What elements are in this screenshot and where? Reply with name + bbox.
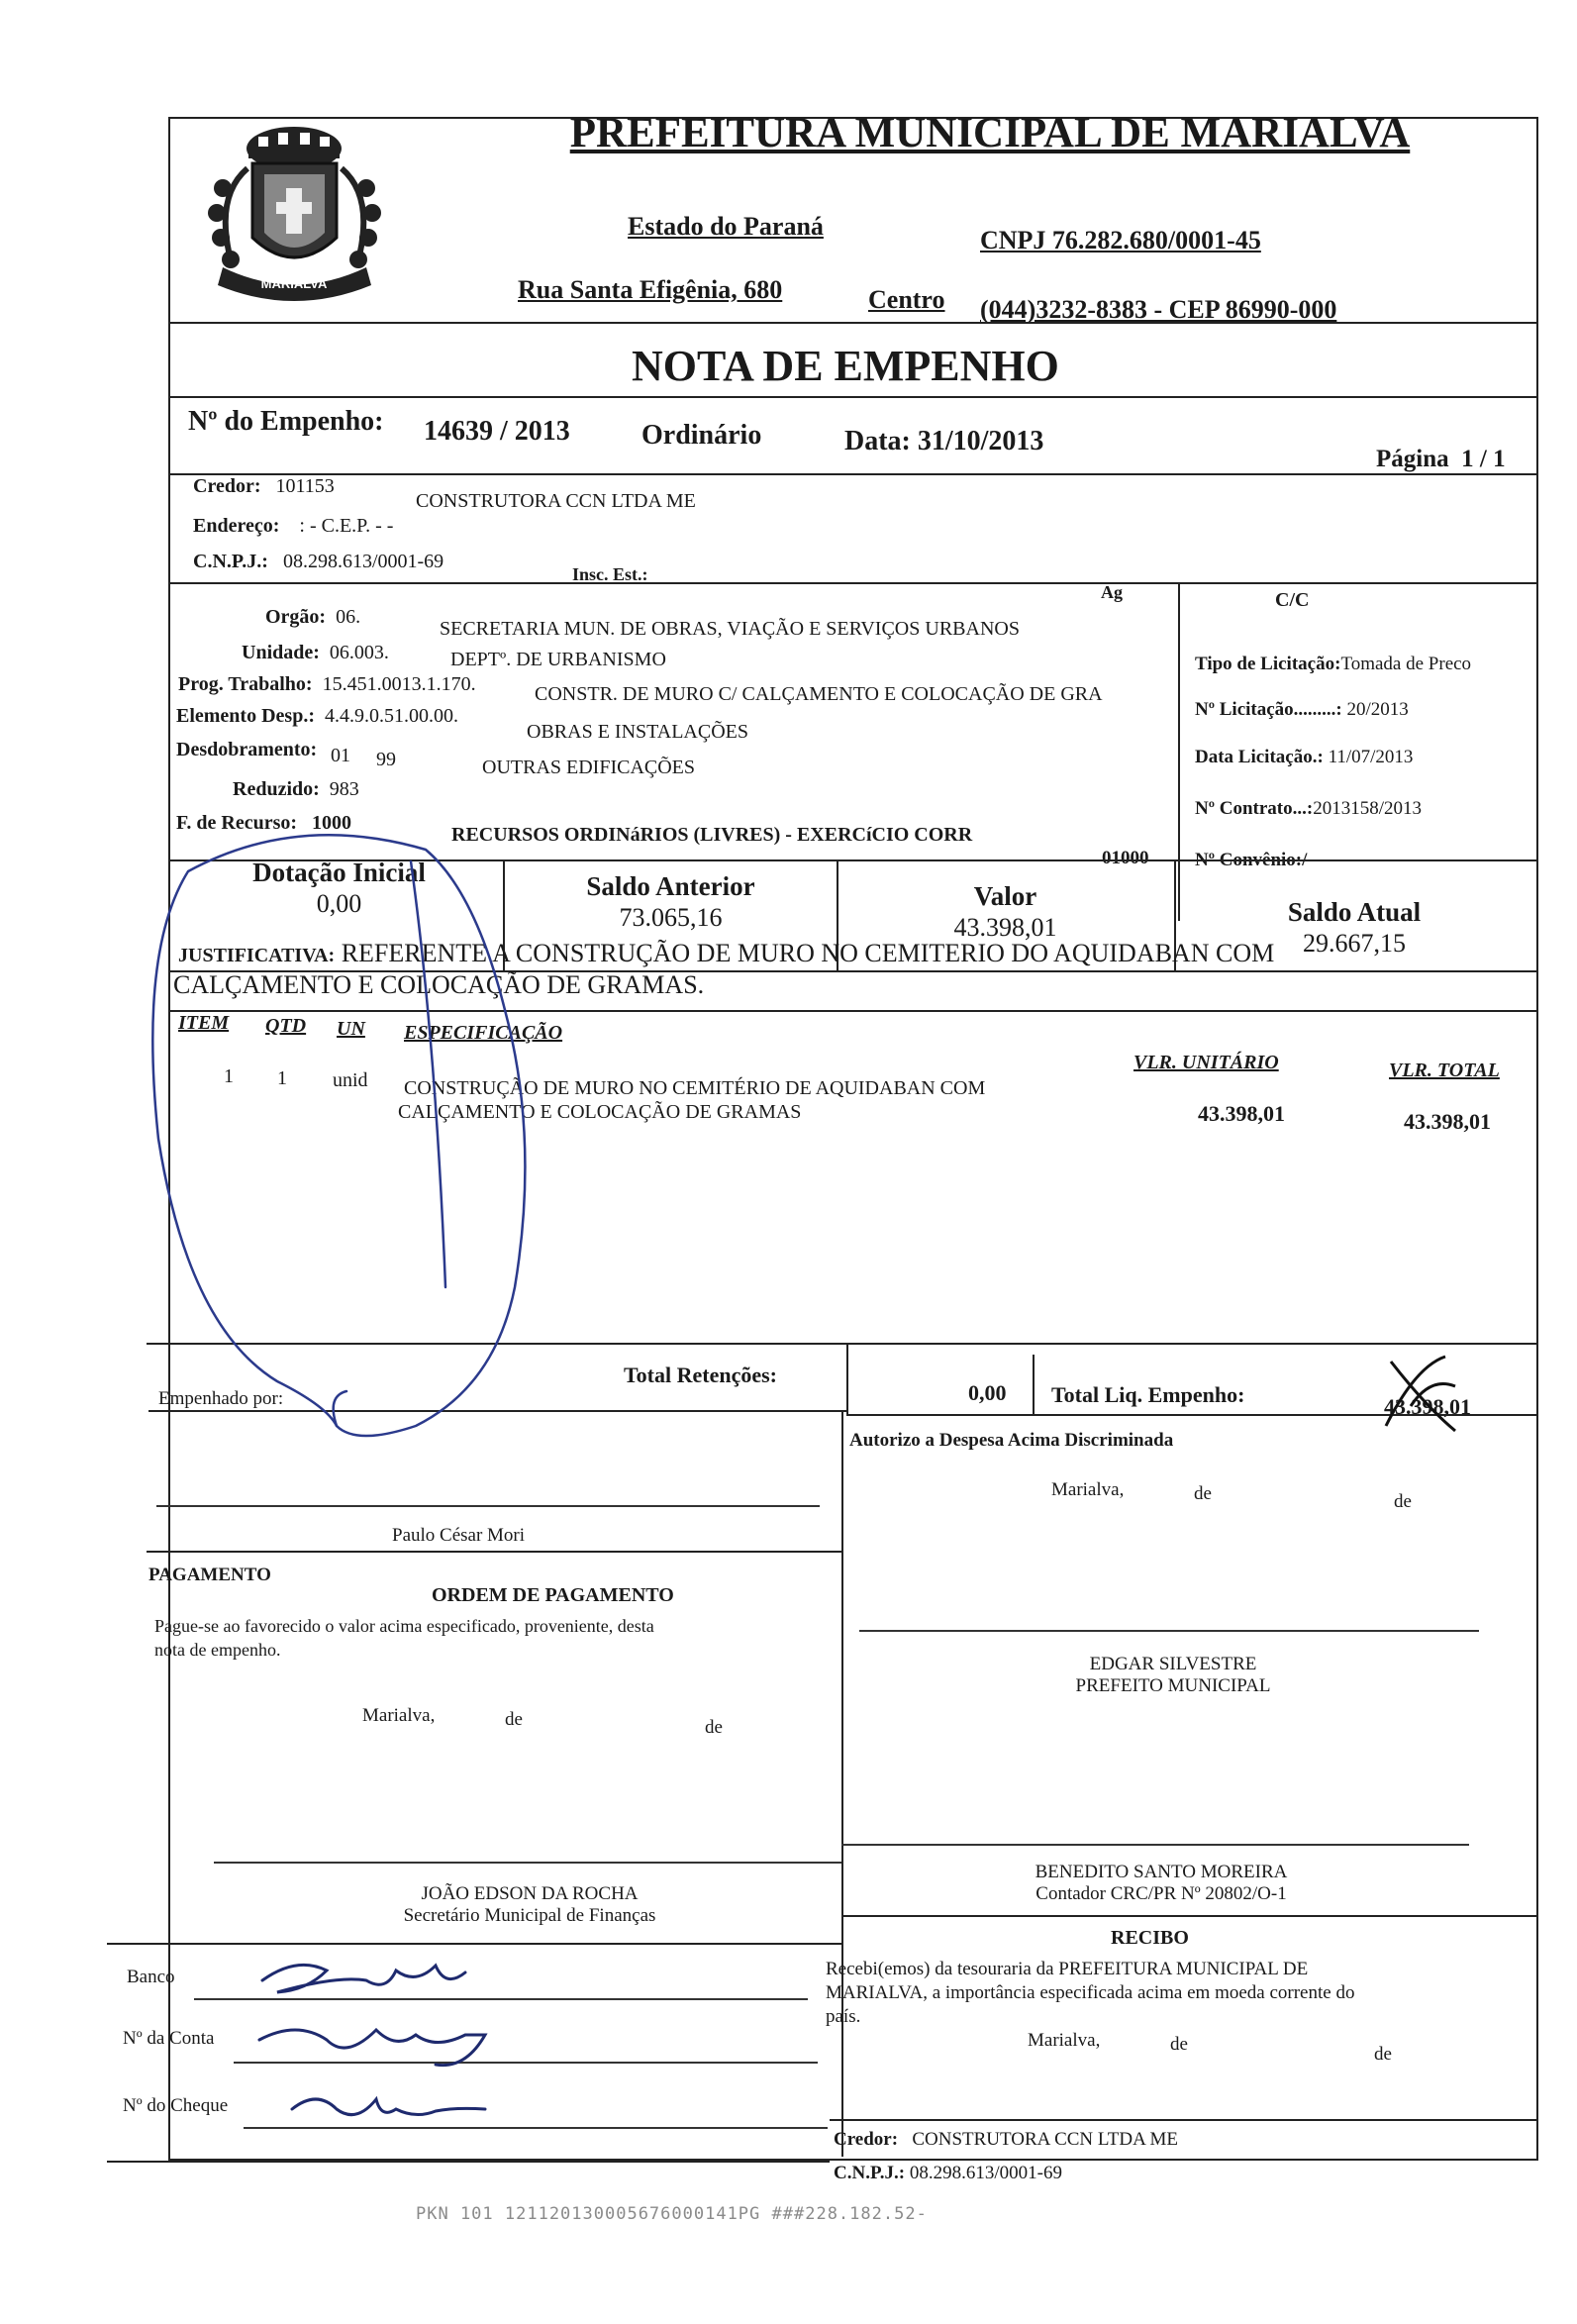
unidade-code: 06.003. [329,642,389,663]
banco-label: Banco [127,1967,175,1987]
credor-cnpj: 08.298.613/0001-69 [282,551,444,572]
recibo-cnpj: 08.298.613/0001-69 [909,2163,1062,2183]
page-label: Página [1376,446,1449,472]
dotacao-label: Dotação Inicial [252,858,426,887]
contador-name: BENEDITO SANTO MOREIRA [1035,1862,1288,1882]
cheque-signature [292,2099,485,2115]
desdobramento-sub: 99 [376,749,396,770]
saldo-anterior-label: Saldo Anterior [586,871,755,901]
saldo-anterior-value: 73.065,16 [619,903,723,932]
col-item: ITEM [178,1012,230,1034]
prog-label: Prog. Trabalho: [178,673,313,695]
dotacao-value: 0,00 [316,889,362,918]
saldo-atual-value: 29.667,15 [1303,929,1406,958]
conta-signature [259,2030,485,2066]
recurso-number: 01000 [1102,848,1149,868]
credor-name: CONSTRUTORA CCN LTDA ME [416,490,696,512]
item-unit-value: 43.398,01 [1198,1101,1285,1126]
tipo-licitacao-label: Tipo de Licitação: [1195,654,1341,674]
convenio-label: Nº Convênio:/ [1195,850,1308,870]
document-title: NOTA DE EMPENHO [632,342,1059,390]
unidade-label: Unidade: [242,642,320,663]
valor-label: Valor [973,881,1037,911]
cheque-label: Nº do Cheque [123,2095,229,2116]
item-number: 1 [224,1065,234,1087]
insc-est-label: Insc. Est.: [572,564,648,584]
prog-name: CONSTR. DE MURO C/ CALÇAMENTO E COLOCAÇÃO DE GRA [535,683,1103,705]
svg-text:MARIALVA: MARIALVA [260,276,328,291]
reduzido-value: 983 [329,778,359,800]
num-licitacao-label: Nº Licitação.........: [1195,699,1342,720]
page-number: 1 / 1 [1461,446,1506,472]
autorizo-text: Autorizo a Despesa Acima Discriminada [849,1430,1174,1451]
autorizo-city: Marialva, [1051,1479,1125,1500]
prefeitura-phone-cep: (044)3232-8383 - CEP 86990-000 [980,295,1337,324]
credor-label: Credor: [193,475,261,497]
prefeitura-district: Centro [868,285,945,314]
elemento-label: Elemento Desp.: [176,705,315,727]
desdobramento-name: OUTRAS EDIFICAÇÕES [482,757,696,778]
prefeito-title: PREFEITO MUNICIPAL [1075,1675,1271,1696]
recibo-de-1: de [1170,2034,1188,2055]
pague-city: Marialva, [362,1705,436,1726]
contador-title: Contador CRC/PR Nº 20802/O-1 [1035,1883,1287,1904]
col-spec: ESPECIFICAÇÃO [404,1022,563,1044]
empenho-number-label: Nº do Empenho: [188,406,384,437]
pague-line2: nota de empenho. [154,1640,281,1660]
item-spec-line1: CONSTRUÇÃO DE MURO NO CEMITÉRIO DE AQUIDABAN COM [404,1077,986,1099]
justificativa-label: JUSTIFICATIVA: [178,945,336,966]
valor-value: 43.398,01 [953,913,1057,942]
check-mark [411,861,445,1287]
elemento-name: OBRAS E INSTALAÇÕES [527,721,748,743]
recibo-line2: MARIALVA, a importância especificada acima em moeda corrente do [826,1982,1355,2003]
credor-cnpj-label: C.N.P.J.: [193,551,268,572]
recurso-name: RECURSOS ORDINáRIOS (LIVRES) - EXERCíCIO CORR [451,824,973,846]
data-licitacao: 11/07/2013 [1328,747,1414,767]
col-unit-value: VLR. UNITÁRIO [1133,1052,1279,1073]
autorizo-de-2: de [1394,1491,1412,1512]
prefeito-name: EDGAR SILVESTRE [1089,1654,1257,1674]
state-name: Estado do Paraná [628,212,824,241]
col-un: UN [337,1018,365,1040]
pagamento-label: PAGAMENTO [148,1565,271,1585]
col-total: VLR. TOTAL [1389,1060,1500,1081]
pague-de-2: de [705,1717,723,1738]
conta-label: Nº da Conta [123,2028,215,2049]
pague-de-1: de [505,1709,523,1730]
prefeitura-title: PREFEITURA MUNICIPAL DE MARIALVA [569,110,1411,156]
item-un: unid [333,1069,368,1091]
recibo-de-2: de [1374,2044,1392,2065]
recibo-credor-label: Credor: [834,2129,899,2150]
reduzido-label: Reduzido: [233,778,320,800]
empenho-type: Ordinário [641,420,762,451]
recurso-code: 1000 [312,812,352,834]
prog-code: 15.451.0013.1.170. [322,673,476,695]
retencoes-label: Total Retenções: [624,1363,777,1387]
recurso-label: F. de Recurso: [176,812,298,834]
data-licitacao-label: Data Licitação.: [1195,747,1324,767]
ordem-pagamento-label: ORDEM DE PAGAMENTO [432,1584,674,1606]
credor-address: : - C.E.P. - - [299,515,394,537]
item-total: 43.398,01 [1404,1109,1491,1134]
secretario-title: Secretário Municipal de Finanças [403,1905,656,1926]
liquido-value: 43.398,01 [1384,1394,1471,1419]
autorizo-de-1: de [1194,1483,1212,1504]
desdobramento-code: 01 [331,745,350,766]
address-label: Endereço: [193,515,280,537]
prefeitura-cnpj: CNPJ 76.282.680/0001-45 [980,226,1261,254]
recibo-line3: país. [826,2006,861,2027]
num-licitacao: 20/2013 [1346,699,1409,720]
empenho-number: 14639 / 2013 [424,416,570,447]
retencoes-value: 0,00 [968,1380,1007,1405]
credor-code: 101153 [275,475,335,497]
orgao-label: Orgão: [265,606,327,628]
prefeitura-address: Rua Santa Efigênia, 680 [518,275,783,304]
recibo-city: Marialva, [1028,2030,1101,2051]
cc-label: C/C [1275,589,1310,611]
recibo-cnpj-label: C.N.P.J.: [834,2163,906,2183]
orgao-name: SECRETARIA MUN. DE OBRAS, VIAÇÃO E SERVIÇOS URBANOS [440,618,1020,640]
elemento-code: 4.4.9.0.51.00.00. [324,705,458,727]
empenhado-label: Empenhado por: [158,1388,284,1409]
item-spec-line2: CALÇAMENTO E COLOCAÇÃO DE GRAMAS [398,1101,802,1123]
empenhado-name: Paulo César Mori [392,1525,526,1546]
empenho-date: 31/10/2013 [917,426,1044,456]
saldo-atual-label: Saldo Atual [1287,897,1422,927]
contrato-number: 2013158/2013 [1313,798,1422,819]
secretario-name: JOÃO EDSON DA ROCHA [421,1883,639,1904]
justificativa-line2: CALÇAMENTO E COLOCAÇÃO DE GRAMAS. [173,970,705,999]
date-label: Data: [844,426,911,456]
recibo-line1: Recebi(emos) da tesouraria da PREFEITURA MUNICIPAL DE [826,1959,1309,1979]
col-qtd: QTD [265,1015,307,1037]
desdobramento-label: Desdobramento: [176,739,318,760]
justificativa-line1: REFERENTE A CONSTRUÇÃO DE MURO NO CEMITERIO DO AQUIDABAN COM [341,939,1275,967]
pague-line1: Pague-se ao favorecido o valor acima especificado, proveniente, desta [154,1616,654,1636]
item-qtd: 1 [277,1067,287,1089]
liquido-label: Total Liq. Empenho: [1051,1382,1245,1407]
scan-code: PKN 101 121120130005676000141PG ###228.182.52- [416,2204,928,2224]
recibo-label: RECIBO [1111,1927,1189,1949]
recibo-credor-name: CONSTRUTORA CCN LTDA ME [912,2129,1179,2150]
hand-drawn-circle [152,835,525,1436]
ag-label: Ag [1101,582,1123,602]
total-cross-mark [1386,1357,1455,1431]
tipo-licitacao: Tomada de Preco [1340,654,1472,674]
banco-signature [262,1965,465,1992]
orgao-code: 06. [336,606,361,628]
contrato-label: Nº Contrato...: [1195,798,1314,819]
unidade-name: DEPTº. DE URBANISMO [450,649,666,670]
